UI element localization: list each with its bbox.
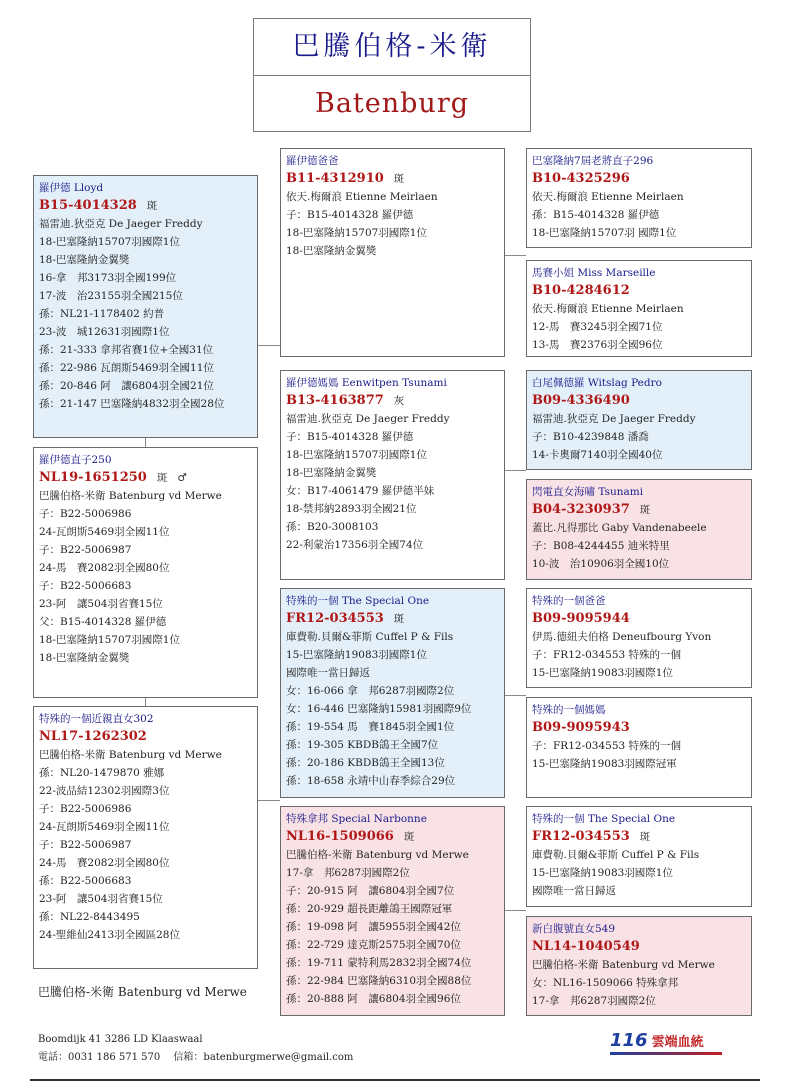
detail-line: 孫：22-729 達克斯2575羽全國70位: [286, 939, 461, 951]
detail-line: 孫：21-147 巴塞隆納4832羽全國28位: [39, 398, 225, 410]
detail-line: 孫：18-658 永靖中山春季綜合29位: [286, 775, 456, 787]
ring-number: B09-9095944: [532, 611, 630, 626]
bird-name: 特殊的一個媽媽: [532, 704, 606, 716]
detail-line: 女：16-066 拿 邦6287羽國際2位: [286, 685, 455, 697]
logo-underline: [610, 1052, 722, 1055]
ring-number: B15-4014328 斑: [39, 198, 158, 213]
bird-details: [286, 846, 499, 1008]
detail-line: 18-巴塞隆納15707羽國際1位: [286, 449, 427, 461]
detail-line: 18-禁邦納2893羽全國21位: [286, 503, 417, 515]
bird-name: 馬賽小姐 Miss Marseille: [532, 267, 656, 279]
feather-color: 灰: [393, 395, 405, 407]
bird-details: [532, 628, 746, 682]
connector-line: [505, 910, 526, 911]
card-special-one: [280, 588, 505, 798]
bird-name: 白尾佩德羅 Witslag Pedro: [532, 377, 662, 389]
detail-line: 孫：21-333 拿邦省賽1位+全國31位: [39, 344, 214, 356]
bird-details: [532, 956, 746, 1010]
detail-line: 22-波品結12302羽國際3位: [39, 785, 170, 797]
card-sire-mother: [280, 370, 505, 580]
bird-name: 閃電直女海嘯 Tsunami: [532, 486, 644, 498]
detail-line: 孫：19-098 阿 讓5955羽全國42位: [286, 921, 461, 933]
detail-line: 女：NL16-1509066 特殊拿邦: [532, 977, 679, 989]
ring-number: B13-4163877 灰: [286, 393, 405, 408]
detail-line: 23-波 城12631羽國際1位: [39, 326, 170, 338]
detail-line: 福雷迪.狄亞克 De Jaeger Freddy: [532, 413, 696, 425]
detail-line: 孫：B22-5006683: [39, 875, 132, 887]
detail-line: 伊馬.德紐夫伯格 Deneufbourg Yvon: [532, 631, 712, 643]
detail-line: 子：FR12-034553 特殊的一個: [532, 649, 682, 661]
detail-line: 18-巴塞隆納15707羽國際1位: [39, 634, 180, 646]
detail-line: 24-瓦朗斯5469羽全國11位: [39, 821, 170, 833]
gender-symbol: ♂: [177, 472, 187, 484]
detail-line: 孫：NL20-1479870 雅娜: [39, 767, 165, 779]
breeder-contact: [38, 1031, 353, 1067]
detail-line: 孫：20-929 超長距離鴿王國際冠軍: [286, 903, 453, 915]
detail-line: 子：B08-4244455 迪米特里: [532, 540, 670, 552]
ring-number: NL16-1509066 斑: [286, 829, 415, 844]
detail-line: 23-阿 讓504羽省賽15位: [39, 893, 163, 905]
feather-color: 斑: [403, 831, 415, 843]
connector-line: [145, 438, 146, 447]
connector-line: [258, 800, 280, 801]
card-great-grandparent-6: [526, 697, 752, 798]
detail-line: 18-巴塞隆納15707羽國際1位: [39, 236, 180, 248]
card-great-grandparent-8: [526, 916, 752, 1016]
detail-line: 子：B10-4239848 潘喬: [532, 431, 649, 443]
logo-text: 雲端血統: [651, 1035, 704, 1050]
detail-line: 子：B22-5006986: [39, 508, 132, 520]
detail-line: 巴騰伯格-米衛 Batenburg vd Merwe: [286, 849, 469, 861]
logo-number: 116: [610, 1030, 648, 1051]
bird-details: [39, 746, 252, 944]
connector-line: [505, 255, 526, 256]
detail-line: 孫：20-186 KBDB鴿王全國13位: [286, 757, 445, 769]
detail-line: 孫：NL21-1178402 約普: [39, 308, 165, 320]
breeder-name: 巴騰伯格-米衛 Batenburg vd Merwe: [38, 985, 247, 999]
detail-line: 巴騰伯格-米衛 Batenburg vd Merwe: [532, 959, 715, 971]
detail-line: 14-卡奧爾7140羽全國40位: [532, 449, 663, 461]
card-great-grandparent-7: [526, 806, 752, 907]
detail-line: 18-巴塞隆納金翼獎: [286, 467, 377, 479]
detail-line: 依天.梅爾浪 Etienne Meirlaen: [532, 303, 684, 315]
detail-line: 孫：19-554 馬 賽1845羽全國1位: [286, 721, 455, 733]
detail-line: 17-拿 邦6287羽國際2位: [532, 995, 656, 1007]
connector-line: [505, 470, 526, 471]
bird-name: 羅伊德 Lloyd: [39, 182, 104, 194]
feather-color: 斑: [639, 831, 651, 843]
detail-line: 孫：22-984 巴塞隆納6310羽全國88位: [286, 975, 472, 987]
card-dam: [33, 447, 258, 698]
detail-line: 24-馬 賽2082羽全國80位: [39, 857, 170, 869]
bird-details: [532, 846, 746, 900]
detail-line: 15-巴塞隆納19083羽國際1位: [286, 649, 427, 661]
detail-line: 24-瓦朗斯5469羽全國11位: [39, 526, 170, 538]
bird-details: [532, 737, 746, 773]
detail-line: 子：20-915 阿 讓6804羽全國7位: [286, 885, 455, 897]
detail-line: 子：B22-5006683: [39, 580, 132, 592]
bird-name: 特殊的一個 The Special One: [532, 813, 676, 825]
bird-name: 特殊的一個近親直女302: [39, 713, 154, 725]
connector-line: [145, 698, 146, 706]
detail-line: 國際唯一當日歸返: [532, 885, 616, 897]
feather-color: 斑: [146, 200, 158, 212]
feather-color: 斑: [393, 173, 405, 185]
detail-line: 15-巴塞隆納19083羽國際冠軍: [532, 758, 677, 770]
bottom-rule: [30, 1079, 760, 1081]
detail-line: 10-波 治10906羽全國10位: [532, 558, 670, 570]
bird-details: [532, 519, 746, 573]
detail-line: 15-巴塞隆納19083羽國際1位: [532, 867, 673, 879]
card-great-grandparent-5: [526, 588, 752, 688]
detail-line: 巴騰伯格-米衛 Batenburg vd Merwe: [39, 490, 222, 502]
detail-line: 18-巴塞隆納金翼獎: [286, 245, 377, 257]
detail-line: 女：B17-4061479 羅伊德半妹: [286, 485, 435, 497]
detail-line: 國際唯一當日歸返: [286, 667, 370, 679]
feather-color: 斑: [156, 472, 168, 484]
ring-number: B10-4284612: [532, 283, 630, 298]
bird-name: 特殊拿邦 Special Narbonne: [286, 813, 427, 825]
ring-number: NL14-1040549: [532, 939, 640, 954]
detail-line: 子：B22-5006987: [39, 839, 132, 851]
detail-line: 13-馬 賽2376羽全國96位: [532, 339, 663, 351]
connector-line: [505, 695, 526, 696]
bird-name: 羅伊德直子250: [39, 454, 112, 466]
ring-number: FR12-034553 斑: [286, 611, 405, 626]
connector-line: [258, 345, 280, 346]
detail-line: 依天.梅爾浪 Etienne Meirlaen: [286, 191, 438, 203]
bird-name: 新白腹號直女549: [532, 923, 616, 935]
bird-details: [532, 410, 746, 464]
bird-details: [532, 300, 746, 354]
detail-line: 17-波 治23155羽全國215位: [39, 290, 183, 302]
bird-details: [39, 487, 252, 667]
detail-line: 18-巴塞隆納15707羽國際1位: [286, 227, 427, 239]
breeder-address: Boomdijk 41 3286 LD Klaaswaal: [38, 1034, 203, 1045]
breeder-phone-email: 電話：0031 186 571 570 信箱：batenburgmerwe@gmail.com: [38, 1052, 354, 1063]
detail-line: 福雷迪.狄亞克 De Jaeger Freddy: [286, 413, 450, 425]
detail-line: 父：B15-4014328 羅伊德: [39, 616, 167, 628]
cloud-pedigree-logo: [610, 1030, 725, 1056]
ring-number: B09-9095943: [532, 720, 630, 735]
ring-number: FR12-034553 斑: [532, 829, 651, 844]
bird-details: [286, 628, 499, 790]
detail-line: 24-聖維仙2413羽全國區28位: [39, 929, 180, 941]
ring-number: NL17-1262302: [39, 729, 147, 744]
detail-line: 依天.梅爾浪 Etienne Meirlaen: [532, 191, 684, 203]
card-great-grandparent-1: [526, 148, 752, 248]
detail-line: 庫費勒.貝爾&菲斯 Cuffel P & Fils: [532, 849, 700, 861]
detail-line: 女：16-446 巴塞隆納15981羽國際9位: [286, 703, 472, 715]
detail-line: 子：B22-5006987: [39, 544, 132, 556]
bird-details: [286, 188, 499, 260]
detail-line: 子：B22-5006986: [39, 803, 132, 815]
card-great-grandparent-4: [526, 479, 752, 580]
bird-name: 巴塞隆納7屆老將直子296: [532, 155, 654, 167]
page-header: [253, 18, 531, 132]
bird-name: 特殊的一個 The Special One: [286, 595, 430, 607]
card-great-grandparent-3: [526, 370, 752, 470]
card-main-bird: [33, 175, 258, 438]
detail-line: 18-巴塞隆納金翼獎: [39, 652, 130, 664]
title-english: Batenburg: [314, 88, 470, 119]
detail-line: 孫：19-305 KBDB鴿王全國7位: [286, 739, 439, 751]
detail-line: 子：FR12-034553 特殊的一個: [532, 740, 682, 752]
detail-line: 17-拿 邦6287羽國際2位: [286, 867, 410, 879]
detail-line: 23-阿 讓504羽省賽15位: [39, 598, 163, 610]
detail-line: 孫：NL22-8443495: [39, 911, 140, 923]
detail-line: 孫：22-986 瓦朗斯5469羽全國11位: [39, 362, 214, 374]
detail-line: 孫：19-711 蒙特利馬2832羽全國74位: [286, 957, 472, 969]
bird-details: [39, 215, 252, 413]
detail-line: 孫：B15-4014328 羅伊德: [532, 209, 660, 221]
detail-line: 福雷迪.狄亞克 De Jaeger Freddy: [39, 218, 203, 230]
ring-number: B09-4336490: [532, 393, 630, 408]
detail-line: 蓋比.凡得那比 Gaby Vandenabeele: [532, 522, 707, 534]
detail-line: 18-巴塞隆納金翼獎: [39, 254, 130, 266]
detail-line: 12-馬 賽3245羽全國71位: [532, 321, 663, 333]
detail-line: 子：B15-4014328 羅伊德: [286, 431, 414, 443]
bird-name: 特殊的一個爸爸: [532, 595, 606, 607]
ring-number: B11-4312910 斑: [286, 171, 405, 186]
card-special-narbonne: [280, 806, 505, 1016]
detail-line: 子：B15-4014328 羅伊德: [286, 209, 414, 221]
feather-color: 斑: [639, 504, 651, 516]
bird-details: [286, 410, 499, 554]
card-great-grandparent-2: [526, 260, 752, 357]
ring-number: B04-3230937 斑: [532, 502, 651, 517]
detail-line: 巴騰伯格-米衛 Batenburg vd Merwe: [39, 749, 222, 761]
card-dam-2: [33, 706, 258, 969]
bird-details: [532, 188, 746, 242]
ring-number: B10-4325296: [532, 171, 630, 186]
detail-line: 15-巴塞隆納19083羽國際1位: [532, 667, 673, 679]
bird-name: 羅伊德爸爸: [286, 155, 339, 167]
ring-number: NL19-1651250 斑 ♂: [39, 470, 187, 485]
detail-line: 24-馬 賽2082羽全國80位: [39, 562, 170, 574]
feather-color: 斑: [393, 613, 405, 625]
detail-line: 孫：B20-3008103: [286, 521, 379, 533]
detail-line: 16-拿 邦3173羽全國199位: [39, 272, 177, 284]
title-chinese: 巴騰伯格-米衛: [254, 19, 530, 76]
detail-line: 孫：20-888 阿 讓6804羽全國96位: [286, 993, 461, 1005]
card-sire-father: [280, 148, 505, 357]
detail-line: 22-利蒙治17356羽全國74位: [286, 539, 424, 551]
detail-line: 庫費勒.貝爾&菲斯 Cuffel P & Fils: [286, 631, 454, 643]
bird-name: 羅伊德媽媽 Eenwitpen Tsunami: [286, 377, 447, 389]
detail-line: 孫：20-846 阿 讓6804羽全國21位: [39, 380, 214, 392]
detail-line: 18-巴塞隆納15707羽 國際1位: [532, 227, 677, 239]
